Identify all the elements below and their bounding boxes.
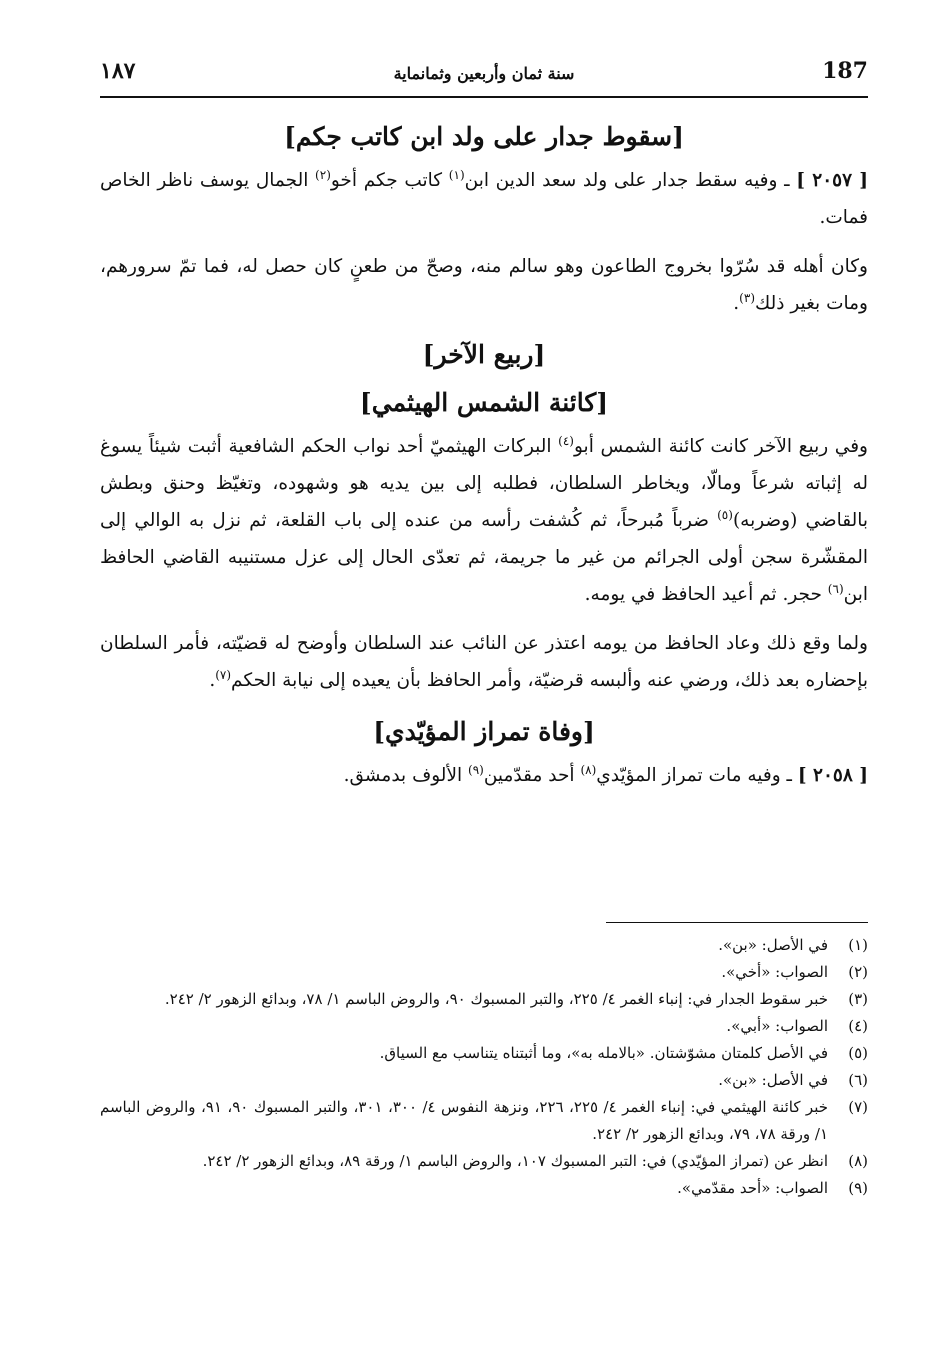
paragraph-2058 <box>100 757 868 794</box>
page-number-arabic: ١٨٧ <box>100 58 136 84</box>
text-run: أحد مقدّمين <box>483 765 581 786</box>
footnote-ref: (٣) <box>739 290 755 305</box>
footnote <box>100 1013 868 1040</box>
entry-number: [ ٢٠٥٧ ] <box>796 170 869 191</box>
footnote-text: في الأصل كلمتان مشوّشتان. «بالامله به»، وما أثبتناه يتناسب مع السياق. <box>379 1044 828 1062</box>
section-title: [كائنة الشمس الهيثمي] <box>359 388 609 417</box>
footnote-text: الصواب: «أخي». <box>721 963 828 981</box>
footnote-number: (٦) <box>848 1071 868 1089</box>
footnote-separator <box>606 922 868 923</box>
text-run: البركات الهيثميّ أحد نواب الحكم الشافعية أثبت شيئاً يسوغ له إثباته شرعاً ومالّا، ويخاطر السلطان، فطلبه إلى بين يديه هو وشهوده، وتغيّظ وحنق وبطش بالقاضي (وضربه) <box>100 436 868 531</box>
footnote <box>100 986 868 1013</box>
section-title: [سقوط جدار على ولد ابن كاتب جكم] <box>284 122 684 151</box>
main-text <box>100 110 868 806</box>
footnote-ref: (١) <box>448 167 465 182</box>
footnote <box>100 959 868 986</box>
paragraph <box>100 428 868 613</box>
text-run: وكان أهله قد سُرّوا بخروج الطاعون وهو سالم منه، وصحّ من طعنٍ كان حصل له، فما تمّ سرورهم، ومات بغير ذلك <box>100 256 868 314</box>
footnote-text: في الأصل: «بن». <box>718 1071 828 1089</box>
page-number-latin: 187 <box>822 58 868 84</box>
page-header <box>100 54 868 98</box>
footnote-number: (٤) <box>848 1017 868 1035</box>
footnote-ref: (٩) <box>468 762 484 777</box>
footnote-number: (٢) <box>848 963 868 981</box>
footnote-ref: (٧) <box>215 667 232 682</box>
footnote-text: انظر عن (تمراز المؤيّدي) في: التبر المسبوك ١٠٧، والروض الباسم ١/ ورقة ٨٩، وبدائع الزهور ٢/ ٢٤٢. <box>202 1152 828 1170</box>
entry-number: [ ٢٠٥٨ ] <box>797 765 868 786</box>
text-run: حجر. ثم أعيد الحافظ في يومه. <box>584 584 828 605</box>
paragraph-2057 <box>100 162 868 236</box>
footnote <box>100 932 868 959</box>
text-run: كاتب جكم أخو <box>330 170 449 191</box>
footnote <box>100 1175 868 1202</box>
footnote-ref: (٢) <box>315 167 331 182</box>
footnote-number: (٣) <box>848 990 868 1008</box>
footnote-ref: (٦) <box>827 581 844 596</box>
text-run: . <box>733 293 740 314</box>
footnote <box>100 1148 868 1175</box>
footnote-text: الصواب: «أحد مقدّمي». <box>677 1179 828 1197</box>
section-title: [وفاة تمراز المؤيّدي] <box>373 717 595 746</box>
footnote-text: في الأصل: «بن». <box>718 936 828 954</box>
section-title: [ربيع الآخر] <box>422 340 546 369</box>
text-run: ـ وفيه مات تمراز المؤيّدي <box>596 765 798 786</box>
footnote-number: (٧) <box>848 1098 868 1116</box>
footnote-number: (٩) <box>848 1179 868 1197</box>
footnote-ref: (٥) <box>717 507 733 522</box>
footnote-text: الصواب: «أبي». <box>726 1017 828 1035</box>
footnote <box>100 1067 868 1094</box>
footnote-ref: (٨) <box>580 762 597 777</box>
text-run: ضرباً مُبرحاً، ثم كُشفت رأسه من عنده إلى باب القلعة، ثم نزل به الوالي إلى المقشّرة سجن أولى الجرائم من غير ما جريمة، ثم تعدّى الحال إلى عزل مستنيبه القاضي الحافظ ابن <box>100 510 868 605</box>
footnote-text: خبر كائنة الهيثمي في: إنباء الغمر ٤/ ٢٢٥، ٢٢٦، ونزهة النفوس ٤/ ٣٠٠، ٣٠١، والتبر المسبوك ٩٠، ٩١، والروض الباسم ١/ ورقة ٧٨، ٧٩، وبدائع الزهور ٢/ ٢٤٢. <box>100 1098 829 1143</box>
footnote-ref: (٤) <box>558 433 574 448</box>
footnote-text: خبر سقوط الجدار في: إنباء الغمر ٤/ ٢٢٥، والتبر المسبوك ٩٠، والروض الباسم ١/ ٧٨، وبدائع الزهور ٢/ ٢٤٢. <box>164 990 828 1008</box>
text-run: الألوف بدمشق. <box>343 765 469 786</box>
paragraph <box>100 248 868 322</box>
text-run: . <box>209 670 216 691</box>
text-run: ولما وقع ذلك وعاد الحافظ من يومه اعتذر عن النائب عند السلطان وأوضح له قضيّته، فأمر السلطان بإحضاره بعد ذلك، ورضي عنه وألبسه قرضيّة، وأمر الحافظ بأن يعيده إلى نيابة الحكم <box>100 633 868 691</box>
text-run: الجمال يوسف ناظر الخاص فمات. <box>100 170 868 228</box>
footnote <box>100 1040 868 1067</box>
text-run: وفي ربيع الآخر كانت كائنة الشمس أبو <box>573 436 868 457</box>
paragraph <box>100 625 868 699</box>
footnote <box>100 1094 868 1148</box>
footnote-number: (٨) <box>848 1152 868 1170</box>
footnote-number: (١) <box>848 936 868 954</box>
footnote-number: (٥) <box>848 1044 868 1062</box>
text-run: ـ وفيه سقط جدار على ولد سعد الدين ابن <box>464 170 797 191</box>
running-title: سنة ثمان وأربعين وثمانماية <box>393 64 575 83</box>
footnotes <box>100 932 868 1202</box>
